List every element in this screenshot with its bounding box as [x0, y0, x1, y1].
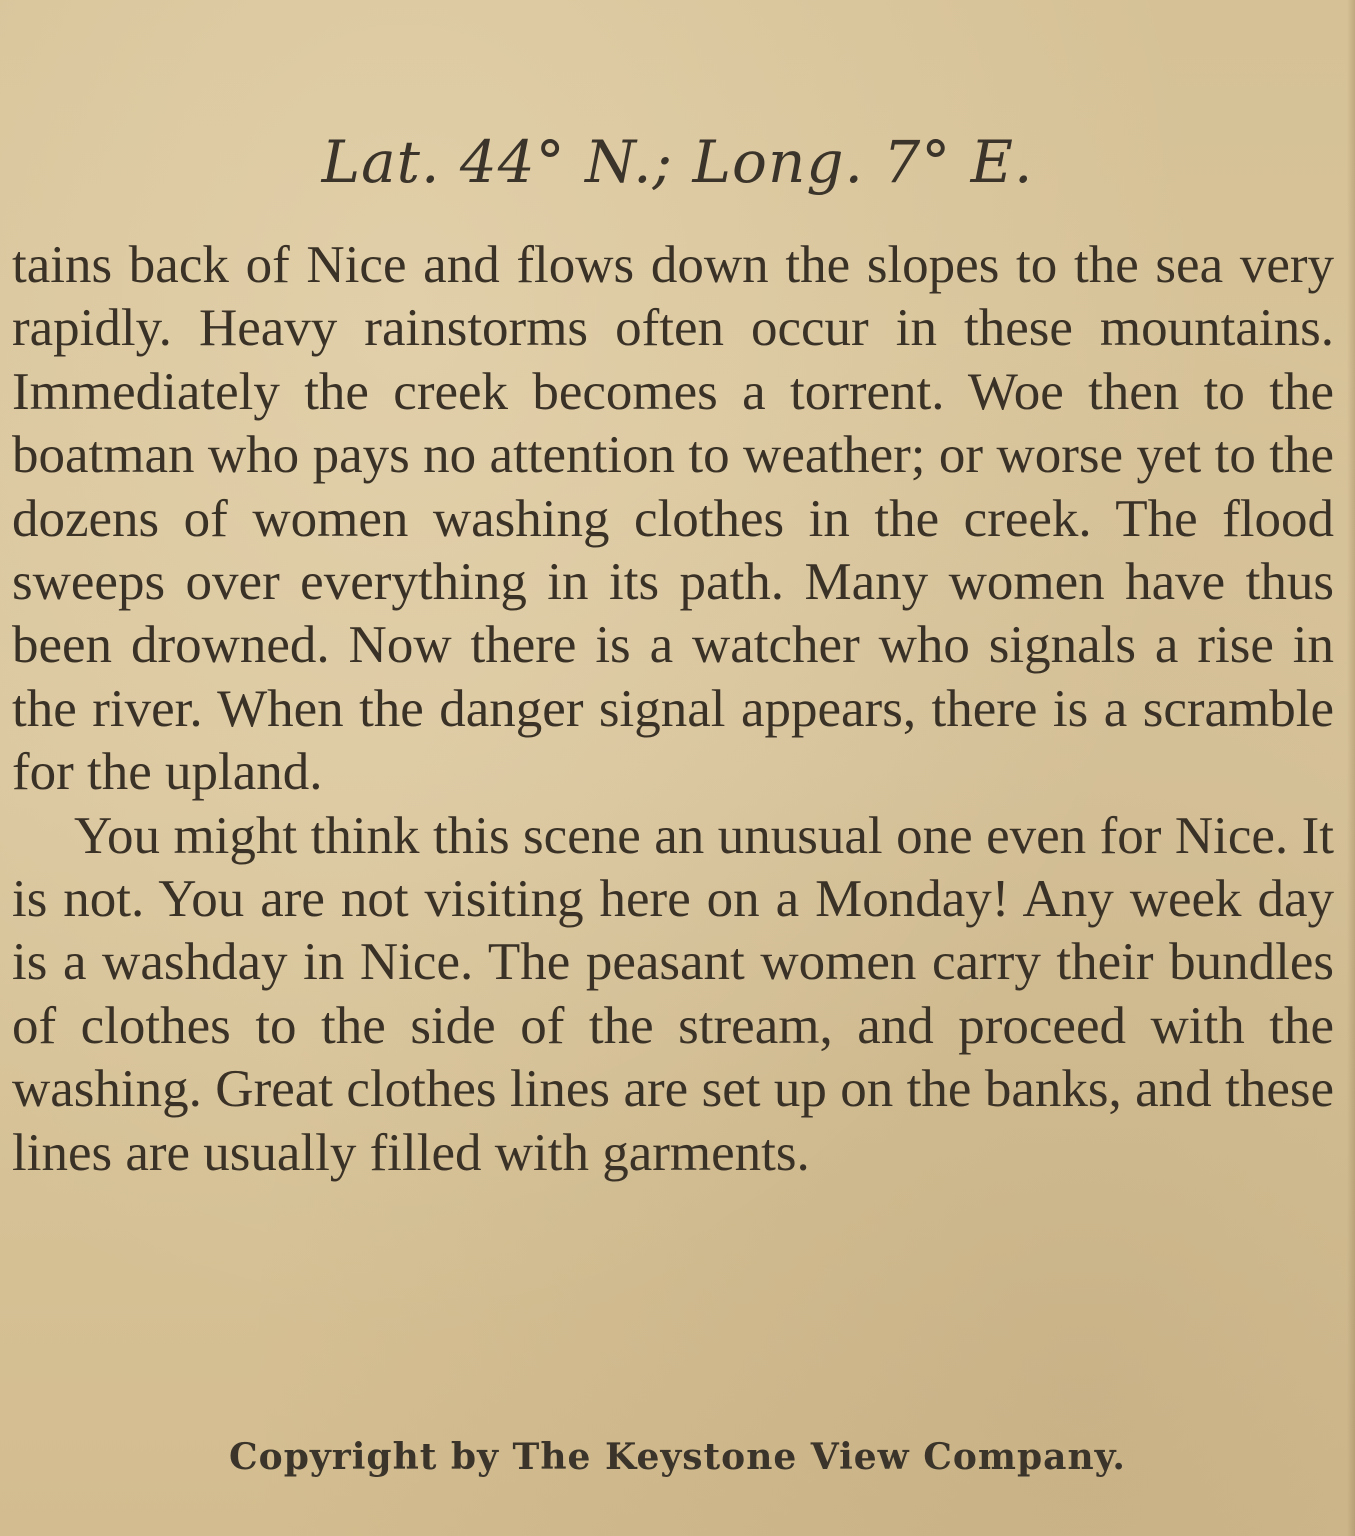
copyright-notice: Copyright by The Keystone View Company. [229, 1436, 1126, 1478]
card-edge [1347, 0, 1355, 1536]
coordinates-heading: Lat. 44° N.; Long. 7° E. [321, 128, 1034, 196]
paragraph-1: tains back of Nice and flows down the slopes to the sea very rapidly. Heavy rainstorms often occur in these mountains. Immediately the creek becomes a torrent. Woe then to the boatman who pays no attention to weather; or worse yet to the dozens of women washing clothes in the creek. The flood sweeps over everything in its path. Many women have thus been drowned. Now there is a watcher who signals a rise in the river. When the danger signal appears, there is a scramble for the upland. [12, 236, 1334, 802]
paragraph-2: You might think this scene an unusual one even for Nice. It is not. You are not visiting here on a Monday! Any week day is a washday in Nice. The peasant women carry their bundles of clothes to the side of the stream, and proceed with the washing. Great clothes lines are set up on the banks, and these lines are usually filled with garments. [12, 806, 1334, 1182]
description-text [12, 234, 1334, 1185]
